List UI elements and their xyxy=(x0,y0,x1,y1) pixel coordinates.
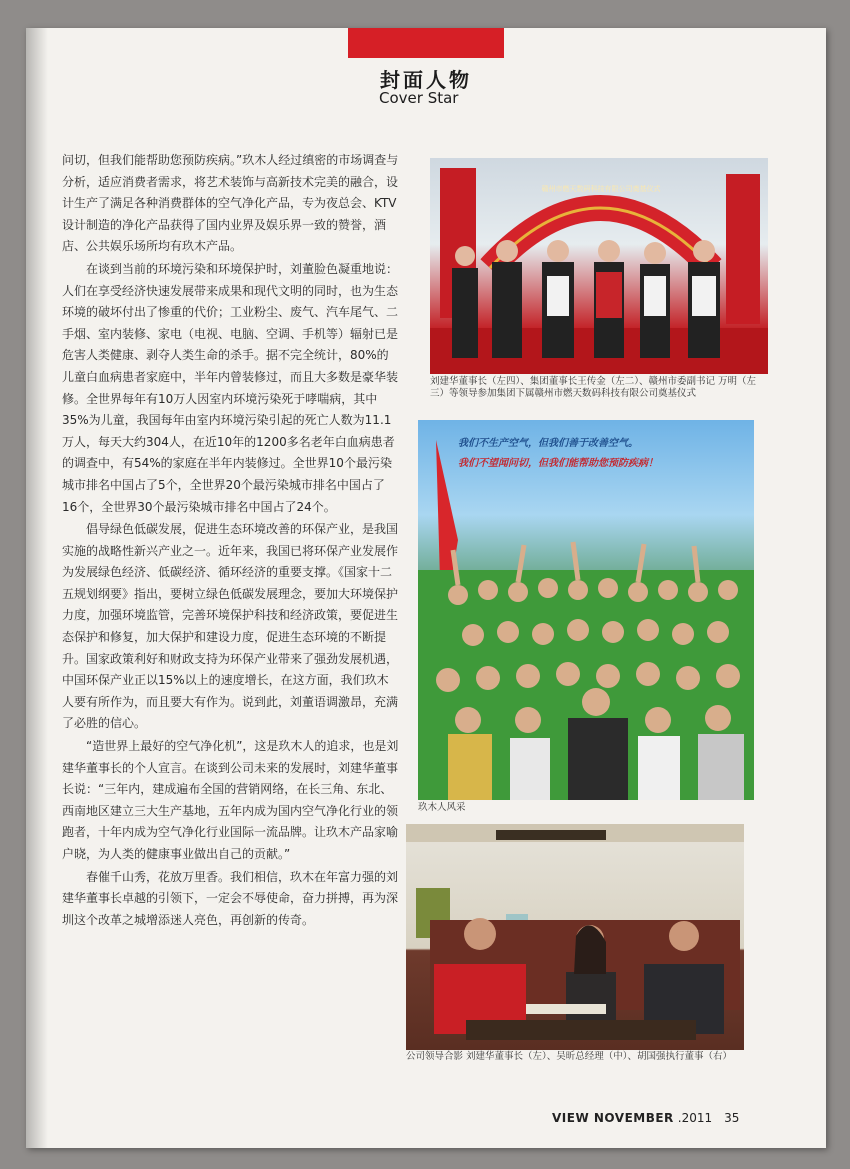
photo-leaders xyxy=(406,824,744,1050)
footer-magazine: VIEW NOVEMBER xyxy=(552,1111,674,1125)
ceremony-banner: 赣州市燃天数码科技有限公司奠基仪式 xyxy=(541,185,661,193)
magazine-page xyxy=(26,28,826,1148)
article-paragraph: “造世界上最好的空气净化机”，这是玖木人的追求，也是刘建华董事长的个人宣言。在谈到公司未来的发展时，刘建华董事长说：“三年内，建成遍布全国的营销网络，在长三角、东北、西南地区建立三大生产基地，五年内成为国内空气净化行业的领跑者，十年内成为空气净化行业国际一流品牌。让玖木产品家喻户晓，为人类的健康事业做出自己的贡献。” xyxy=(62,739,399,861)
photo-team xyxy=(418,420,754,800)
article-paragraph: 倡导绿色低碳发展，促进生态环境改善的环保产业，是我国实施的战略性新兴产业之一。近年来，我国已将环保产业发展作为发展绿色经济、低碳经济、循环经济的重要支撑。《国家十二五规划纲要》指出，要树立绿色低碳发展理念，要加大环境保护力度，加强环境监管，完善环境保护科技和经济政策，要促进生态保护和修复，加大保护和建设力度，促进生态环境的不断提升。国家政策利好和财政支持为环保产业带来了强劲发展机遇，中国环保产业正以15%以上的速度增长，在这方面，我们玖木人要有所作为，而且要大有作为。说到此，刘董语调激昂，充满了必胜的信心。 xyxy=(62,522,399,731)
article-paragraph: 春催千山秀，花放万里香。我们相信，玖木在年富力强的刘建华董事长卓越的引领下，一定会不辱使命，奋力拼搏，再为深圳这个改革之城增添迷人亮色，再创新的传奇。 xyxy=(62,869,399,927)
footer-year: .2011 xyxy=(677,1111,713,1125)
photo-team-caption: 玖木人风采 xyxy=(418,802,466,813)
team-banner-line1: 我们不生产空气，但我们善于改善空气。 xyxy=(458,438,638,449)
section-title-cn: 封面人物 xyxy=(380,68,472,92)
photo-ceremony-caption: 刘建华董事长（左四）、集团董事长王传金（左二）、赣州市委副书记 万明（左三）等领导参加集团下属赣州市燃天数码科技有限公司奠基仪式 xyxy=(430,376,757,399)
page-footer xyxy=(552,1111,792,1125)
section-color-bar xyxy=(348,28,504,58)
page-gutter-shadow xyxy=(26,28,48,1148)
photo-ceremony xyxy=(430,158,768,374)
article-paragraph: 在谈到当前的环境污染和环境保护时，刘董脸色凝重地说：人们在享受经济快速发展带来成果和现代文明的同时，也为生态环境的破坏付出了惨重的代价；工业粉尘、废气、汽车尾气、二手烟、室内装修、家电（电视、电脑、空调、手机等）辐射已是危害人类健康、剥夺人类生命的杀手。据不完全统计，80%的儿童白血病患者家庭中，半年内曾装修过，而且大多数是豪华装修。全世界每年有10万人因室内环境污染死于哮喘病，其中35%为儿童，我国每年由室内环境污染引起的死亡人数为11.1万人，每天大约304人，在近10年的1200多名老年白血病患者的调查中，有54%的家庭在半年内装修过。全世界10个最污染城市排名中国占了5个，全世界20个最污染城市排名中国占了16个，全世界30个最污染城市排名中国占了24个。 xyxy=(62,261,399,514)
leaders-scene xyxy=(406,824,744,1050)
team-scene xyxy=(418,420,754,800)
section-title-en: Cover Star xyxy=(379,89,459,107)
article-body xyxy=(62,150,400,932)
team-banner-line2: 我们不望闻问切，但我们能帮助您预防疾病！ xyxy=(458,458,658,469)
footer-page-number: 35 xyxy=(724,1111,740,1125)
photo-leaders-caption: 公司领导合影 刘建华董事长（左）、吴昕总经理（中）、胡国强执行董事（右） xyxy=(406,1051,733,1062)
article-paragraph: 问切，但我们能帮助您预防疾病。”玖木人经过缜密的市场调查与分析，适应消费者需求，将艺术装饰与高新技术完美的融合，设计生产了满足各种消费群体的空气净化产品，专为夜总会、KTV设计制造的净化产品获得了国内业界及娱乐界一致的赞誉，酒店、公共娱乐场所均有玖木产品。 xyxy=(62,153,399,254)
